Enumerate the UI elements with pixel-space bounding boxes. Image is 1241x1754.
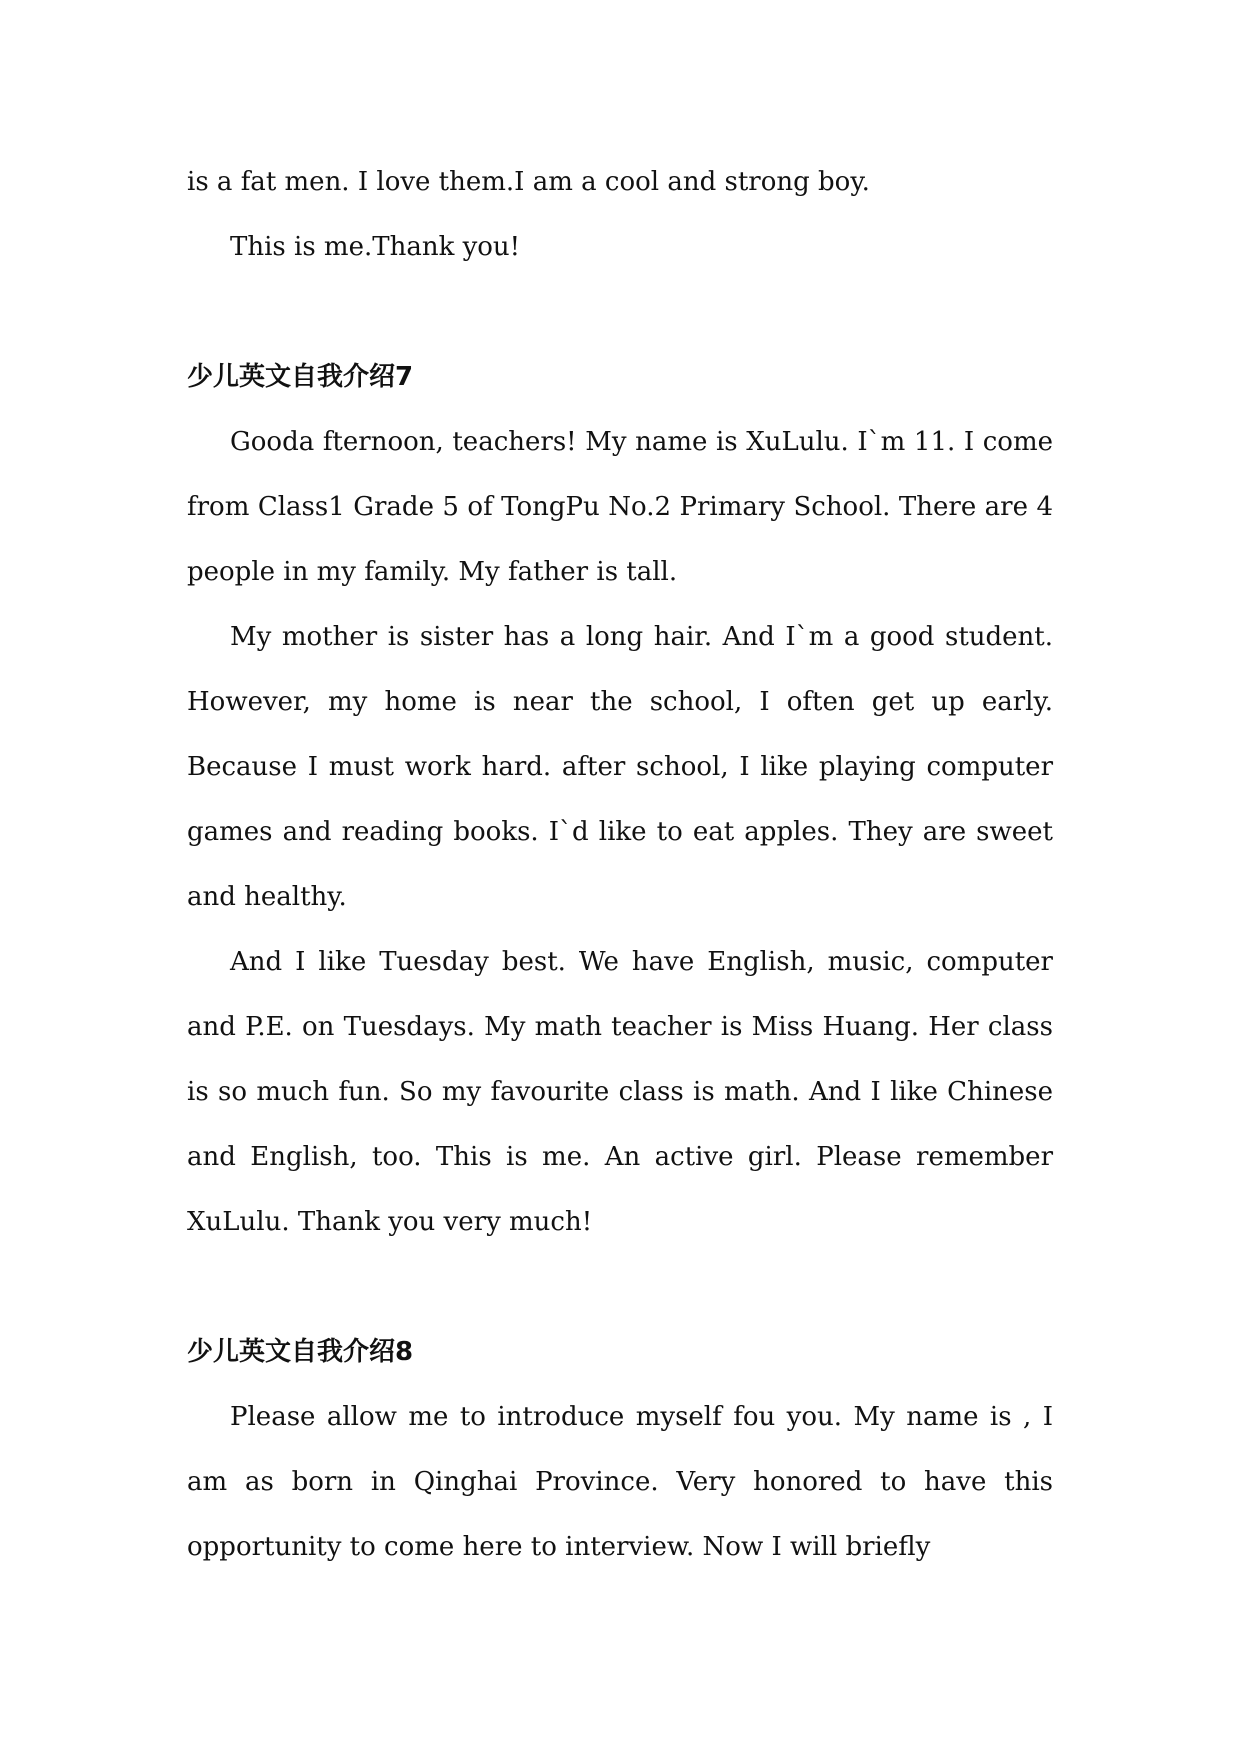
section-spacer [187,280,1053,345]
paragraph: My mother is sister has a long hair. And I`m a good student. However, my home is near the school, I often get up early. Because I must work hard. after school, I like playing computer games and reading books. I`d like to eat apples. They are sweet and healthy. [187,622,1053,912]
paragraph: This is me.Thank you! [230,232,521,262]
paragraph: And I like Tuesday best. We have English, music, computer and P.E. on Tuesdays. My math teacher is Miss Huang. Her class is so much fun. So my favourite class is math. And I like Chinese and English, too. This is me. An active girl. Please remember XuLulu. Thank you very much! [187,947,1053,1237]
paragraph: Please allow me to introduce myself fou you. My name is , I am as born in Qinghai Province. Very honored to have this opportunity to come here to interview. Now I will briefly [187,1402,1053,1562]
paragraph: Gooda fternoon, teachers! My name is XuLulu. I`m 11. I come from Class1 Grade 5 of TongPu No.2 Primary School. There are 4 people in my family. My father is tall. [187,427,1053,587]
document-body [187,150,1053,1580]
paragraph: is a fat men. I love them.I am a cool and strong boy. [187,167,870,197]
section-heading: 少儿英文自我介绍8 [187,1337,414,1367]
section-spacer [187,1255,1053,1320]
section-heading: 少儿英文自我介绍7 [187,362,414,392]
